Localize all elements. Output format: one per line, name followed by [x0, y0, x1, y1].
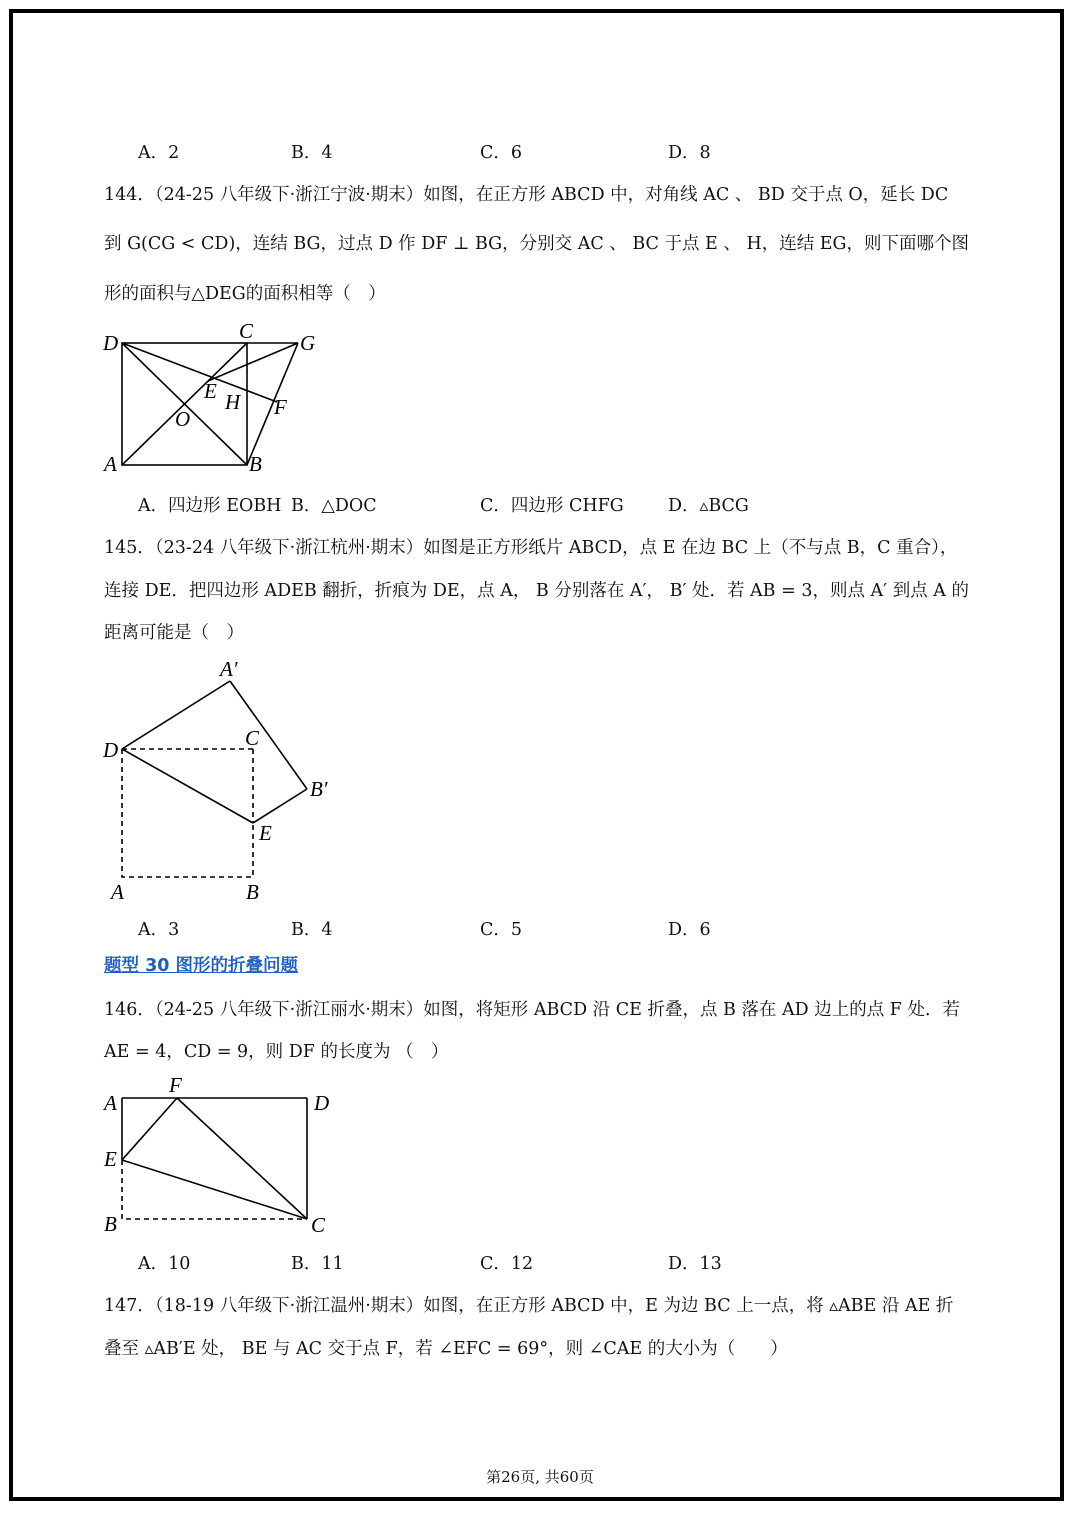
q144-option-a[interactable]: A．四边形 EOBH — [138, 496, 282, 516]
q144-label-e: E — [204, 379, 217, 403]
q144-label-b: B — [249, 452, 262, 476]
q144-label-c: C — [239, 319, 254, 343]
q144-label-o: O — [175, 407, 191, 431]
q143-option-b[interactable]: B．4 — [291, 143, 333, 163]
q145-option-c[interactable]: C．5 — [480, 920, 523, 940]
q147-text-line1: 147．（18-19 八年级下·浙江温州·期末）如图，在正方形 ABCD 中，E 为边 BC 上一点，将 ▵ABE 沿 AE 折 — [104, 1296, 954, 1316]
q147-text-line2: 叠至 ▵AB′E 处， BE 与 AC 交于点 F，若 ∠EFC = 69°，则 ∠CAE 的大小为（ ） — [104, 1339, 788, 1359]
q144-label-a: A — [104, 452, 117, 476]
q146-option-d[interactable]: D．13 — [668, 1254, 722, 1274]
q144-text-line1: 144．（24-25 八年级下·浙江宁波·期末）如图，在正方形 ABCD 中，对角线 AC 、 BD 交于点 O，延长 DC — [104, 185, 949, 205]
q144-label-d: D — [103, 331, 119, 355]
q143-option-a[interactable]: A．2 — [138, 143, 180, 163]
q144-label-f: F — [274, 395, 287, 419]
section-title[interactable]: 题型 30 图形的折叠问题 — [104, 956, 299, 976]
q144-option-b[interactable]: B．△DOC — [291, 496, 377, 516]
q144-text-line3: 形的面积与△DEG的面积相等（ ） — [104, 284, 386, 304]
q146-option-c[interactable]: C．12 — [480, 1254, 534, 1274]
q145-option-a[interactable]: A．3 — [138, 920, 180, 940]
q143-option-c[interactable]: C．6 — [480, 143, 523, 163]
q146-label-f: F — [169, 1073, 182, 1097]
q146-label-e: E — [104, 1147, 117, 1171]
q145-label-a: A — [111, 880, 124, 904]
q146-text-line1: 146．（24-25 八年级下·浙江丽水·期末）如图，将矩形 ABCD 沿 CE 折叠，点 B 落在 AD 边上的点 F 处．若 — [104, 1000, 960, 1020]
q145-label-c: C — [245, 726, 260, 750]
q146-option-b[interactable]: B．11 — [291, 1254, 344, 1274]
q146-label-c: C — [311, 1213, 326, 1237]
q145-text-line1: 145．（23-24 八年级下·浙江杭州·期末）如图是正方形纸片 ABCD，点 E 在边 BC 上（不与点 B，C 重合）， — [104, 538, 958, 558]
page-footer: 第26页, 共60页 — [486, 1468, 594, 1486]
q146-option-a[interactable]: A．10 — [138, 1254, 191, 1274]
q145-label-d: D — [103, 738, 119, 762]
q144-option-c[interactable]: C．四边形 CHFG — [480, 496, 624, 516]
q146-label-a: A — [104, 1091, 117, 1115]
q144-label-h: H — [225, 390, 241, 414]
q146-label-d: D — [314, 1091, 330, 1115]
q145-label-b-prime: B′ — [310, 777, 328, 801]
q145-label-a-prime: A′ — [220, 657, 238, 681]
q146-text-line2: AE = 4，CD = 9，则 DF 的长度为 （ ） — [104, 1042, 449, 1062]
q145-option-b[interactable]: B．4 — [291, 920, 333, 940]
q145-text-line2: 连接 DE．把四边形 ADEB 翻折，折痕为 DE，点 A， B 分别落在 A′， B′ 处．若 AB = 3，则点 A′ 到点 A 的 — [104, 581, 969, 601]
q144-text-line2: 到 G(CG < CD)，连结 BG，过点 D 作 DF ⊥ BG，分别交 AC 、 BC 于点 E 、 H，连结 EG，则下面哪个图 — [104, 234, 970, 254]
q144-label-g: G — [300, 331, 316, 355]
q146-label-b: B — [104, 1212, 117, 1236]
q145-label-e: E — [259, 821, 272, 845]
q144-option-d[interactable]: D．▵BCG — [668, 496, 749, 516]
q145-text-line3: 距离可能是（ ） — [104, 623, 244, 643]
q145-option-d[interactable]: D．6 — [668, 920, 711, 940]
q145-label-b: B — [246, 880, 259, 904]
q143-option-d[interactable]: D．8 — [668, 143, 711, 163]
